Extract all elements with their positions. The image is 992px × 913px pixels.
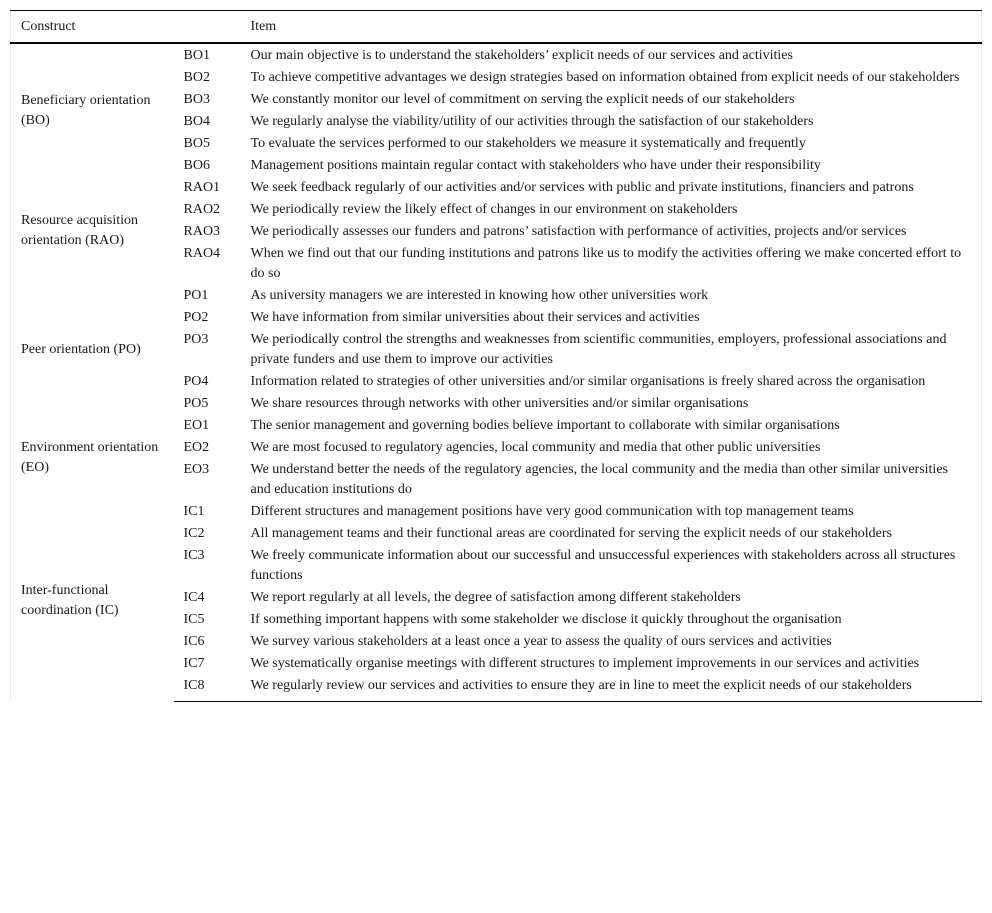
item-text-cell: We freely communicate information about our successful and unsuccessful experiences with stakeholders across all structures functions	[250, 548, 956, 583]
item-text-cell: We systematically organise meetings with different structures to implement improvements in our services and activities	[250, 656, 920, 671]
item-code-cell: IC3	[183, 548, 205, 563]
item-code-cell: RAO3	[183, 224, 221, 239]
item-code-cell: IC7	[183, 656, 205, 671]
construct-items-table	[10, 10, 982, 702]
item-code-cell: PO2	[183, 310, 209, 325]
item-text-cell: All management teams and their functional areas are coordinated for serving the explicit needs of our stakeholders	[250, 526, 892, 541]
item-text-cell: To achieve competitive advantages we design strategies based on information obtained from explicit needs of our stakeholders	[250, 70, 960, 85]
item-code-cell: EO2	[183, 440, 210, 455]
construct-cell: Peer orientation (PO)	[21, 342, 141, 357]
item-text-cell: The senior management and governing bodies believe important to collaborate with similar organisations	[250, 418, 840, 433]
item-code-cell: IC6	[183, 634, 205, 649]
item-code-cell: BO4	[183, 114, 210, 129]
item-text-cell: We periodically control the strengths and weaknesses from scientific communities, employers, professional associations and private funders and use them to improve our activities	[250, 332, 947, 367]
item-text-cell: We report regularly at all levels, the degree of satisfaction among different stakeholders	[250, 590, 741, 605]
construct-items-table-wrapper	[10, 10, 982, 702]
table-row	[11, 501, 982, 523]
table-row	[11, 285, 982, 307]
item-code-cell: RAO1	[183, 180, 221, 195]
item-code-cell: IC4	[183, 590, 205, 605]
item-text-cell: We regularly analyse the viability/utility of our activities through the satisfaction of our stakeholders	[250, 114, 814, 129]
item-text-cell: We are most focused to regulatory agencies, local community and media that other public universities	[250, 440, 821, 455]
table-row	[11, 43, 982, 67]
item-code-cell: BO3	[183, 92, 210, 107]
table-body	[11, 43, 982, 702]
item-text-cell: Our main objective is to understand the stakeholders’ explicit needs of our services and activities	[250, 48, 793, 63]
header-construct: Construct	[11, 11, 174, 44]
item-code-cell: BO2	[183, 70, 210, 85]
item-text-cell: Information related to strategies of other universities and/or similar organisations is freely shared across the organisation	[250, 374, 926, 389]
item-text-cell: We share resources through networks with other universities and/or similar organisations	[250, 396, 749, 411]
construct-cell: Environment orientation (EO)	[21, 440, 159, 475]
item-code-cell: RAO4	[183, 246, 221, 261]
item-code-cell: BO5	[183, 136, 210, 151]
item-text-cell: We seek feedback regularly of our activities and/or services with public and private institutions, financiers and patrons	[250, 180, 914, 195]
construct-cell: Inter-functional coordination (IC)	[21, 583, 119, 619]
item-code-cell: RAO2	[183, 202, 221, 217]
item-text-cell: We regularly review our services and activities to ensure they are in line to meet the explicit needs of our stakeholders	[241, 675, 982, 702]
item-code-cell: PO5	[183, 396, 209, 411]
item-text-cell: Different structures and management positions have very good communication with top management teams	[250, 504, 854, 519]
item-code-cell: BO6	[183, 158, 210, 173]
item-code-cell: EO3	[183, 462, 210, 477]
item-text-cell: To evaluate the services performed to our stakeholders we measure it systematically and frequently	[250, 136, 806, 151]
construct-cell: Beneficiary orientation (BO)	[21, 93, 151, 128]
item-code-cell: PO1	[183, 288, 209, 303]
item-code-cell: PO4	[183, 374, 209, 389]
item-code-cell: IC1	[183, 504, 205, 519]
item-text-cell: Management positions maintain regular contact with stakeholders who have under their responsibility	[250, 158, 821, 173]
item-text-cell: If something important happens with some stakeholder we disclose it quickly throughout the organisation	[250, 612, 842, 627]
construct-cell: Resource acquisition orientation (RAO)	[21, 213, 139, 248]
item-text-cell: When we find out that our funding institutions and patrons like us to modify the activities offering we make concerted effort to do so	[250, 246, 962, 281]
item-code-cell: EO1	[183, 418, 210, 433]
item-code-cell: IC5	[183, 612, 205, 627]
item-code-cell: IC2	[183, 526, 205, 541]
item-text-cell: We periodically review the likely effect of changes in our environment on stakeholders	[250, 202, 738, 217]
table-header	[11, 11, 982, 44]
item-code-cell: BO1	[183, 48, 210, 63]
item-text-cell: As university managers we are interested in knowing how other universities work	[250, 288, 709, 303]
header-row	[11, 11, 982, 44]
item-code-cell: IC8	[174, 675, 241, 702]
item-text-cell: We have information from similar universities about their services and activities	[250, 310, 700, 325]
table-row	[11, 415, 982, 437]
table-row	[11, 177, 982, 199]
header-code	[174, 11, 241, 44]
item-text-cell: We understand better the needs of the regulatory agencies, the local community and the media than other similar universities and education institutions do	[250, 462, 948, 497]
item-text-cell: We periodically assesses our funders and patrons’ satisfaction with performance of activities, projects and/or services	[250, 224, 907, 239]
header-item: Item	[241, 11, 982, 44]
item-code-cell: PO3	[183, 332, 209, 347]
item-text-cell: We constantly monitor our level of commitment on serving the explicit needs of our stakeholders	[250, 92, 795, 107]
item-text-cell: We survey various stakeholders at a least once a year to assess the quality of ours services and activities	[250, 634, 832, 649]
